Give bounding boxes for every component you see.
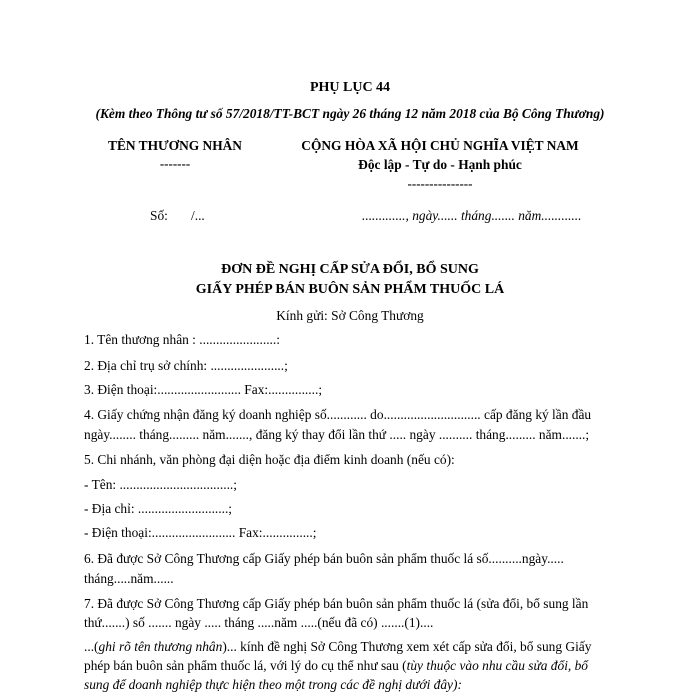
request-paragraph-line1	[84, 637, 591, 657]
item-license-amended-line2: thứ.......) số ....... ngày ..... tháng .....năm .....(nếu đã có) .......(1)....	[84, 615, 434, 630]
item-branch-phone-fax: - Điện thoại:......................... Fax:...............;	[84, 525, 317, 540]
item-branch-heading: 5. Chi nhánh, văn phòng đại diện hoặc địa điểm kinh doanh (nếu có):	[84, 452, 455, 467]
item-business-registration-line2: ngày........ tháng......... năm......., đăng ký thay đổi lần thứ ..... ngày .......... tháng......... năm.......;	[84, 427, 590, 442]
request-reason-note: tùy thuộc vào nhu cầu sửa đổi, bổ	[406, 658, 588, 673]
appendix-subtitle: (Kèm theo Thông tư số 57/2018/TT-BCT ngày 26 tháng 12 năm 2018 của Bộ Công Thương)	[95, 106, 605, 121]
request-prefix: ...(	[84, 639, 99, 654]
merchant-name-label: TÊN THƯƠNG NHÂN	[108, 138, 242, 153]
request-merchant-placeholder: ghi rõ tên thương nhân	[98, 639, 223, 654]
item-branch-address: - Địa chỉ: ...........................;	[84, 501, 233, 516]
number-value: /...	[191, 208, 205, 223]
republic-heading: CỘNG HÒA XÃ HỘI CHỦ NGHĨA VIỆT NAM	[301, 138, 579, 153]
request-reason-intro: phép bán buôn sản phẩm thuốc lá, với lý do cụ thể như sau (	[84, 658, 407, 673]
request-paragraph-line3: sung để doanh nghiệp thực hiện theo một trong các đề nghị dưới đây):	[84, 677, 462, 692]
item-license-issued-line2: tháng.....năm......	[84, 571, 174, 586]
item-business-registration-line1: 4. Giấy chứng nhận đăng ký doanh nghiệp số............ do............................. cấp đăng ký lần đầu	[84, 407, 592, 422]
item-license-amended-line1: 7. Đã được Sở Công Thương cấp Giấy phép bán buôn sản phẩm thuốc lá (sửa đổi, bổ sung lần	[84, 596, 589, 611]
number-label: Số:	[150, 208, 168, 223]
national-motto: Độc lập - Tự do - Hạnh phúc	[358, 157, 522, 172]
motto-dashes: ---------------	[407, 176, 473, 191]
item-branch-name: - Tên: ..................................;	[84, 477, 237, 492]
date-line: ............., ngày...... tháng....... năm............	[362, 208, 582, 223]
addressee: Kính gửi: Sở Công Thương	[276, 308, 424, 323]
item-phone-fax: 3. Điện thoại:......................... Fax:...............;	[84, 382, 323, 397]
request-body: )... kính đề nghị Sở Công Thương xem xét cấp sửa đổi, bổ sung Giấy	[222, 639, 592, 654]
merchant-dashes: -------	[159, 156, 191, 171]
form-title-line2: GIẤY PHÉP BÁN BUÔN SẢN PHẨM THUỐC LÁ	[195, 282, 505, 297]
item-head-office-address: 2. Địa chỉ trụ sở chính: ......................;	[84, 358, 288, 373]
appendix-title: PHỤ LỤC 44	[309, 80, 391, 95]
form-title-line1: ĐƠN ĐỀ NGHỊ CẤP SỬA ĐỔI, BỔ SUNG	[221, 262, 479, 277]
item-license-issued-line1: 6. Đã được Sở Công Thương cấp Giấy phép bán buôn sản phẩm thuốc lá số..........ngày.....	[84, 551, 564, 566]
item-merchant-name: 1. Tên thương nhân : .......................:	[84, 332, 280, 347]
request-paragraph-line2	[84, 656, 588, 676]
